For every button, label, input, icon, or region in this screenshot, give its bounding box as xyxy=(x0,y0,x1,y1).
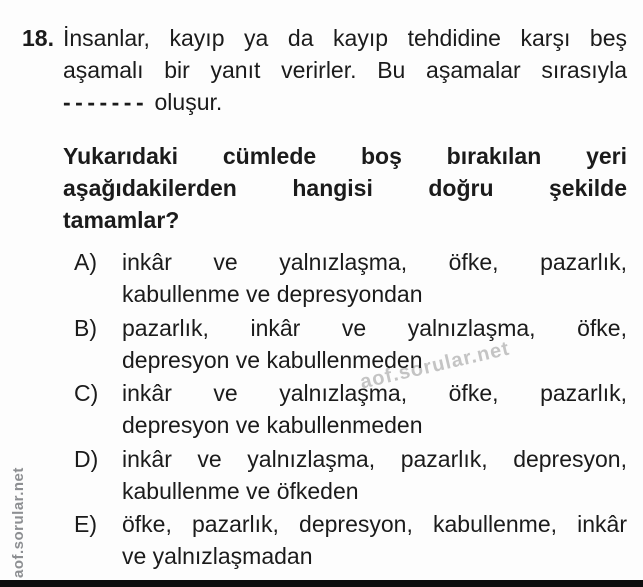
stem-line: Yukarıdaki cümlede boş bırakılan yeri xyxy=(63,143,627,169)
watermark-vertical: aof.sorular.net xyxy=(10,467,27,578)
option-a-text xyxy=(122,246,627,310)
intro-tail: oluşur. xyxy=(154,89,223,115)
option-a xyxy=(63,246,627,310)
option-d xyxy=(63,443,627,507)
option-line: öfke, pazarlık, depresyon, kabullenme, inkâr xyxy=(122,511,627,538)
options-list xyxy=(63,246,627,572)
option-a-letter: A) xyxy=(74,249,97,275)
option-line: inkâr ve yalnızlaşma, pazarlık, depresyon, xyxy=(122,445,627,472)
option-line: inkâr ve yalnızlaşma, öfke, pazarlık, xyxy=(122,249,627,275)
question-block xyxy=(22,22,627,574)
option-line: pazarlık, inkâr ve yalnızlaşma, öfke, xyxy=(122,314,627,341)
intro-line: aşamalı bir yanıt verirler. Bu aşamalar sırasıyla xyxy=(63,57,627,83)
option-line: depresyon ve kabullenmeden xyxy=(122,346,423,373)
option-b xyxy=(63,312,627,376)
option-line: depresyon ve kabullenmeden xyxy=(122,412,423,439)
option-e-text xyxy=(122,508,627,572)
option-b-text xyxy=(122,312,627,376)
option-b-letter: B) xyxy=(74,314,97,341)
question-body xyxy=(63,22,627,574)
option-d-letter: D) xyxy=(74,445,99,472)
question-number: 18. xyxy=(22,25,54,51)
intro-line: İnsanlar, kayıp ya da kayıp tehdidine karşı beş xyxy=(63,25,627,51)
option-d-text xyxy=(122,443,627,507)
question-intro xyxy=(63,22,627,118)
option-line: inkâr ve yalnızlaşma, öfke, pazarlık, xyxy=(122,380,627,407)
option-line: ve yalnızlaşmadan xyxy=(122,543,313,570)
intro-line-blank xyxy=(63,86,627,118)
option-e xyxy=(63,508,627,572)
option-line: kabullenme ve öfkeden xyxy=(122,477,359,504)
blank-dashes: ------- xyxy=(63,89,149,115)
option-c-text xyxy=(122,377,627,441)
option-line: kabullenme ve depresyondan xyxy=(122,281,423,307)
question-stem xyxy=(63,140,627,236)
option-c xyxy=(63,377,627,441)
option-e-letter: E) xyxy=(74,511,97,538)
stem-line: tamamlar? xyxy=(63,207,180,233)
stem-line: aşağıdakilerden hangisi doğru şekilde xyxy=(63,175,627,201)
bottom-black-bar xyxy=(0,580,643,587)
watermark-diagonal: aof.sorular.net xyxy=(358,337,512,394)
option-c-letter: C) xyxy=(74,380,99,407)
